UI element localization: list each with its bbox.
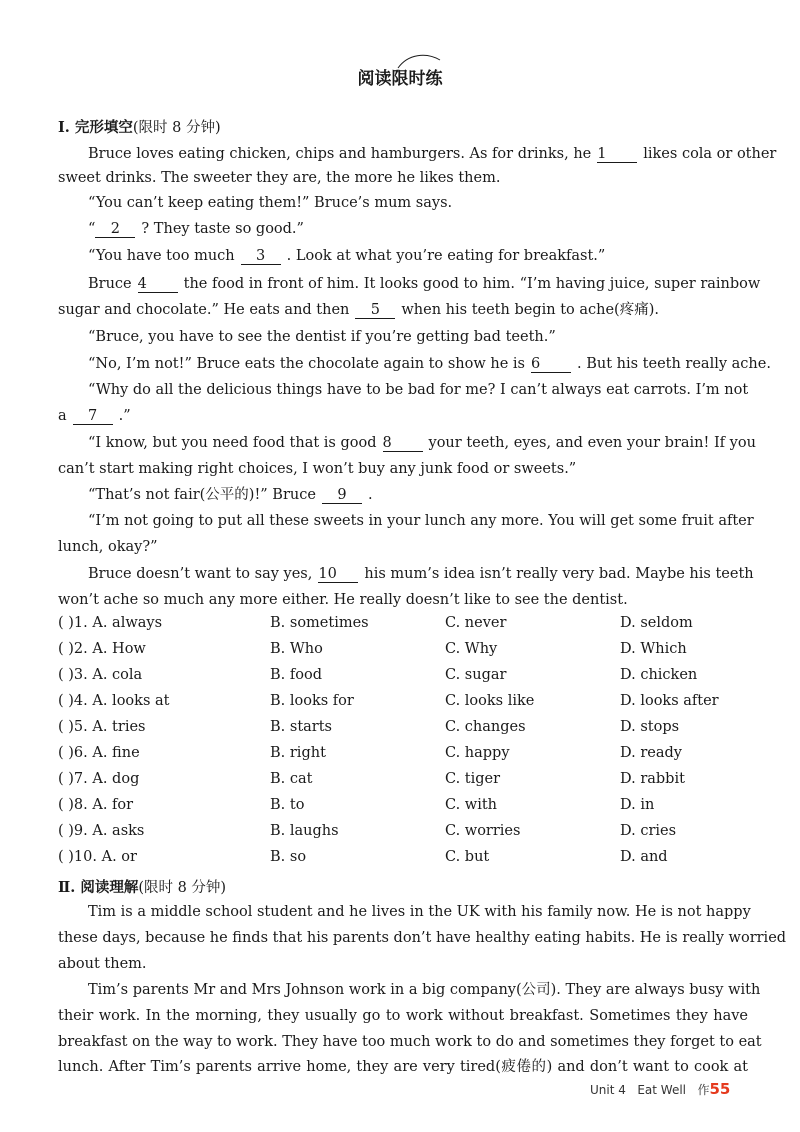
passage-2-line: about them. xyxy=(58,956,147,972)
passage-1-line xyxy=(58,300,748,320)
question-row[interactable] xyxy=(58,797,758,817)
section-2-heading xyxy=(58,876,226,897)
passage-1-line xyxy=(88,274,761,294)
blank-2[interactable]: 2 xyxy=(95,221,135,238)
text: “You have too much xyxy=(88,248,235,264)
option-d[interactable]: D. cries xyxy=(620,823,677,839)
blank-7[interactable]: 7 xyxy=(73,408,113,425)
passage-2-line: these days, because he finds that his parents don’t have healthy eating habits. He is really worried xyxy=(58,930,787,946)
option-b[interactable]: B. Who xyxy=(270,641,323,657)
option-c[interactable]: C. changes xyxy=(445,719,526,735)
option-c[interactable]: C. worries xyxy=(445,823,521,839)
option-b[interactable]: B. right xyxy=(270,745,326,761)
option-d[interactable]: D. Which xyxy=(620,641,687,657)
option-c[interactable]: C. but xyxy=(445,849,490,865)
option-b[interactable]: B. starts xyxy=(270,719,332,735)
question-row[interactable] xyxy=(58,823,758,843)
option-c[interactable]: C. never xyxy=(445,615,507,631)
text: .” xyxy=(118,408,131,424)
passage-1-line xyxy=(88,144,777,164)
option-d[interactable]: D. seldom xyxy=(620,615,693,631)
passage-1-line: can’t start making right choices, I won’t buy any junk food or sweets.” xyxy=(58,461,577,477)
text: . But his teeth really ache. xyxy=(576,356,771,372)
passage-1-line: lunch, okay?” xyxy=(58,539,158,555)
option-d[interactable]: D. chicken xyxy=(620,667,698,683)
question-row[interactable] xyxy=(58,667,758,687)
question-row[interactable] xyxy=(58,849,758,869)
passage-1-line xyxy=(88,354,771,374)
option-b[interactable]: B. sometimes xyxy=(270,615,369,631)
option-a[interactable]: ( )7. A. dog xyxy=(58,771,140,787)
passage-1-line: “I’m not going to put all these sweets in your lunch any more. You will get some fruit after xyxy=(88,513,754,529)
option-b[interactable]: B. looks for xyxy=(270,693,354,709)
passage-1-line xyxy=(88,564,754,584)
option-a[interactable]: ( )9. A. asks xyxy=(58,823,145,839)
section-2-note: (限时 8 分钟) xyxy=(138,880,227,896)
passage-2-line: lunch. After Tim’s parents arrive home, they are very tired(疲倦的) and don’t want to cook at xyxy=(58,1059,748,1075)
passage-1-line xyxy=(88,433,756,453)
option-a[interactable]: ( )10. A. or xyxy=(58,849,137,865)
text: . xyxy=(367,487,373,503)
passage-1-line: “Why do all the delicious things have to be bad for me? I can’t always eat carrots. I’m not xyxy=(88,382,749,398)
passage-1-line: won’t ache so much any more either. He really doesn’t like to see the dentist. xyxy=(58,592,628,608)
question-row[interactable] xyxy=(58,745,758,765)
text: your teeth, eyes, and even your brain! If you xyxy=(428,435,756,451)
blank-4[interactable]: 4 xyxy=(138,276,178,293)
question-row[interactable] xyxy=(58,719,758,739)
option-b[interactable]: B. so xyxy=(270,849,307,865)
blank-3[interactable]: 3 xyxy=(241,248,281,265)
text: a xyxy=(58,408,67,424)
text: his mum’s idea isn’t really very bad. Maybe his teeth xyxy=(364,566,754,582)
option-c[interactable]: C. looks like xyxy=(445,693,535,709)
option-a[interactable]: ( )5. A. tries xyxy=(58,719,146,735)
text: ? They taste so good.” xyxy=(141,221,304,237)
passage-1-line xyxy=(58,406,748,426)
option-c[interactable]: C. Why xyxy=(445,641,498,657)
option-d[interactable]: D. ready xyxy=(620,745,682,761)
option-a[interactable]: ( )4. A. looks at xyxy=(58,693,170,709)
section-2-label: Ⅱ. 阅读理解 xyxy=(58,879,139,896)
passage-2-line: Tim’s parents Mr and Mrs Johnson work in a big company(公司). They are always busy with xyxy=(88,982,761,998)
passage-1-line xyxy=(88,246,748,266)
option-d[interactable]: D. looks after xyxy=(620,693,719,709)
option-c[interactable]: C. sugar xyxy=(445,667,507,683)
option-b[interactable]: B. to xyxy=(270,797,305,813)
section-1-note: (限时 8 分钟) xyxy=(132,120,221,136)
option-d[interactable]: D. in xyxy=(620,797,655,813)
text: . Look at what you’re eating for breakfast.” xyxy=(286,248,606,264)
option-d[interactable]: D. and xyxy=(620,849,668,865)
footer-topic: Eat Well xyxy=(637,1083,687,1097)
option-c[interactable]: C. tiger xyxy=(445,771,501,787)
footer-mark: 作 xyxy=(697,1083,710,1097)
text: Bruce loves eating chicken, chips and hamburgers. As for drinks, he xyxy=(88,146,592,162)
passage-1-line xyxy=(88,485,748,505)
option-b[interactable]: B. food xyxy=(270,667,322,683)
option-a[interactable]: ( )3. A. cola xyxy=(58,667,143,683)
blank-1[interactable]: 1 xyxy=(597,146,637,163)
passage-2-line: Tim is a middle school student and he lives in the UK with his family now. He is not happy xyxy=(88,904,751,920)
question-row[interactable] xyxy=(58,641,758,661)
passage-2-line: breakfast on the way to work. They have too much work to do and sometimes they forget to eat xyxy=(58,1034,762,1050)
question-row[interactable] xyxy=(58,693,758,713)
question-row[interactable] xyxy=(58,615,758,635)
blank-10[interactable]: 10 xyxy=(318,566,358,583)
option-a[interactable]: ( )2. A. How xyxy=(58,641,146,657)
page-title: 阅读限时练 xyxy=(357,69,443,89)
footer-unit: Unit 4 xyxy=(590,1083,626,1097)
text: “No, I’m not!” Bruce eats the chocolate again to show he is xyxy=(88,356,525,372)
text: Bruce doesn’t want to say yes, xyxy=(88,566,313,582)
passage-2-line: their work. In the morning, they usually go to work without breakfast. Sometimes they have xyxy=(58,1008,748,1024)
option-c[interactable]: C. happy xyxy=(445,745,510,761)
blank-5[interactable]: 5 xyxy=(355,302,395,319)
text: sugar and chocolate.” He eats and then xyxy=(58,302,350,318)
blank-6[interactable]: 6 xyxy=(531,356,571,373)
title-swirl-icon xyxy=(396,50,442,72)
option-c[interactable]: C. with xyxy=(445,797,498,813)
passage-1-line: sweet drinks. The sweeter they are, the more he likes them. xyxy=(58,170,501,186)
option-a[interactable]: ( )1. A. always xyxy=(58,615,163,631)
option-b[interactable]: B. cat xyxy=(270,771,313,787)
text: “ xyxy=(88,221,96,237)
page-footer xyxy=(590,1080,730,1098)
option-d[interactable]: D. stops xyxy=(620,719,680,735)
passage-1-line: “Bruce, you have to see the dentist if you’re getting bad teeth.” xyxy=(88,329,556,345)
text: likes cola or other xyxy=(643,146,777,162)
option-d[interactable]: D. rabbit xyxy=(620,771,685,787)
page-number: 55 xyxy=(709,1080,731,1098)
section-1-label: Ⅰ. 完形填空 xyxy=(58,119,133,136)
text: “I know, but you need food that is good xyxy=(88,435,377,451)
text: when his teeth begin to ache(疼痛). xyxy=(401,302,659,318)
blank-8[interactable]: 8 xyxy=(383,435,423,452)
passage-1-line xyxy=(88,219,748,239)
option-b[interactable]: B. laughs xyxy=(270,823,339,839)
text: Bruce xyxy=(88,276,132,292)
option-a[interactable]: ( )8. A. for xyxy=(58,797,134,813)
blank-9[interactable]: 9 xyxy=(322,487,362,504)
passage-1-line: “You can’t keep eating them!” Bruce’s mum says. xyxy=(88,195,453,211)
section-1-heading xyxy=(58,116,221,137)
option-a[interactable]: ( )6. A. fine xyxy=(58,745,140,761)
text: the food in front of him. It looks good to him. “I’m having juice, super rainbow xyxy=(183,276,761,292)
question-row[interactable] xyxy=(58,771,758,791)
text: “That’s not fair(公平的)!” Bruce xyxy=(88,487,316,503)
